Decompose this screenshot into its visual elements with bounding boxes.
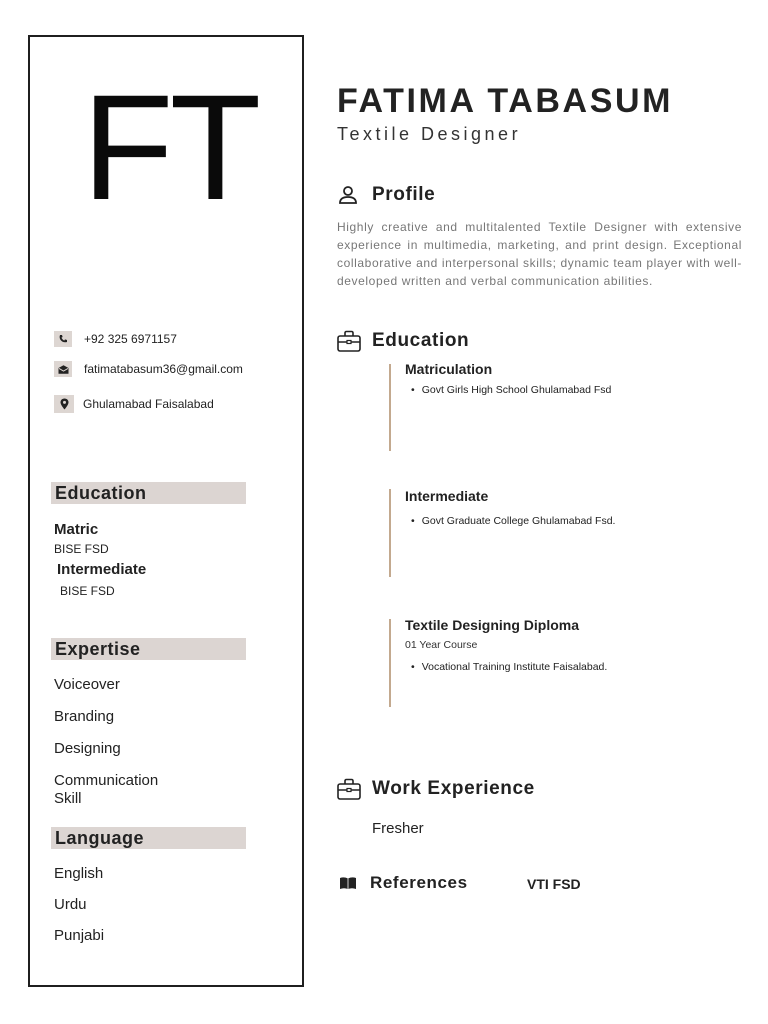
edu-title-matriculation: Matriculation: [405, 361, 493, 377]
expertise-item: Designing: [54, 740, 121, 757]
edu-institution: • Govt Graduate College Ghulamabad Fsd.: [411, 515, 615, 527]
edu-institution: • Vocational Training Institute Faisalabad.: [411, 661, 607, 673]
sidebar-expertise-heading: Expertise: [51, 638, 246, 660]
candidate-role: Textile Designer: [337, 124, 522, 144]
briefcase-icon: [337, 330, 361, 354]
sidebar-edu-board-intermediate: BISE FSD: [60, 584, 115, 598]
expertise-item: Skill: [54, 790, 82, 807]
timeline-line: [389, 619, 391, 707]
contact-location-text: Ghulamabad Faisalabad: [83, 397, 214, 411]
contact-email-text: fatimatabasum36@gmail.com: [84, 362, 243, 376]
person-icon: [337, 184, 361, 208]
contact-location: [54, 394, 214, 414]
education-heading: Education: [372, 330, 470, 351]
location-icon: [54, 395, 74, 413]
sidebar-language-heading: Language: [51, 827, 246, 849]
profile-heading: Profile: [372, 184, 436, 205]
briefcase-icon: [337, 778, 361, 802]
language-item: Punjabi: [54, 927, 105, 944]
work-heading: Work Experience: [372, 778, 535, 799]
edu-title-diploma: Textile Designing Diploma: [405, 617, 579, 633]
timeline-line: [389, 489, 391, 577]
work-status: Fresher: [372, 820, 424, 837]
monogram: FT: [82, 63, 258, 231]
candidate-name: FATIMA TABASUM: [337, 82, 674, 120]
profile-summary: Highly creative and multitalented Textile Designer with extensive experience in multimedia, marketing, and print design. Exceptional collaborative and interpersonal skills; dynamic team player with well-developed written and verbal communication abilities.: [337, 220, 742, 288]
edu-title-intermediate: Intermediate: [405, 488, 489, 504]
timeline-line: [389, 364, 391, 451]
sidebar-edu-title-intermediate: Intermediate: [57, 561, 147, 578]
expertise-item: Voiceover: [54, 676, 120, 693]
book-icon: [339, 876, 359, 892]
contact-phone-text: +92 325 6971157: [84, 332, 177, 346]
contact-phone: [54, 330, 177, 348]
language-item: Urdu: [54, 896, 87, 913]
language-item: English: [54, 865, 104, 882]
phone-icon: [54, 331, 72, 347]
mail-icon: [54, 361, 72, 377]
edu-institution: • Govt Girls High School Ghulamabad Fsd: [411, 384, 611, 396]
sidebar-education-heading: Education: [51, 482, 246, 504]
edu-detail: 01 Year Course: [405, 639, 478, 651]
sidebar-edu-title-matric: Matric: [54, 521, 99, 538]
reference-entry: VTI FSD: [527, 876, 581, 892]
contact-email: [54, 360, 243, 378]
sidebar-edu-board-matric: BISE FSD: [54, 542, 109, 556]
expertise-item: Communication: [54, 772, 159, 789]
references-heading: References: [370, 873, 468, 892]
expertise-item: Branding: [54, 708, 115, 725]
